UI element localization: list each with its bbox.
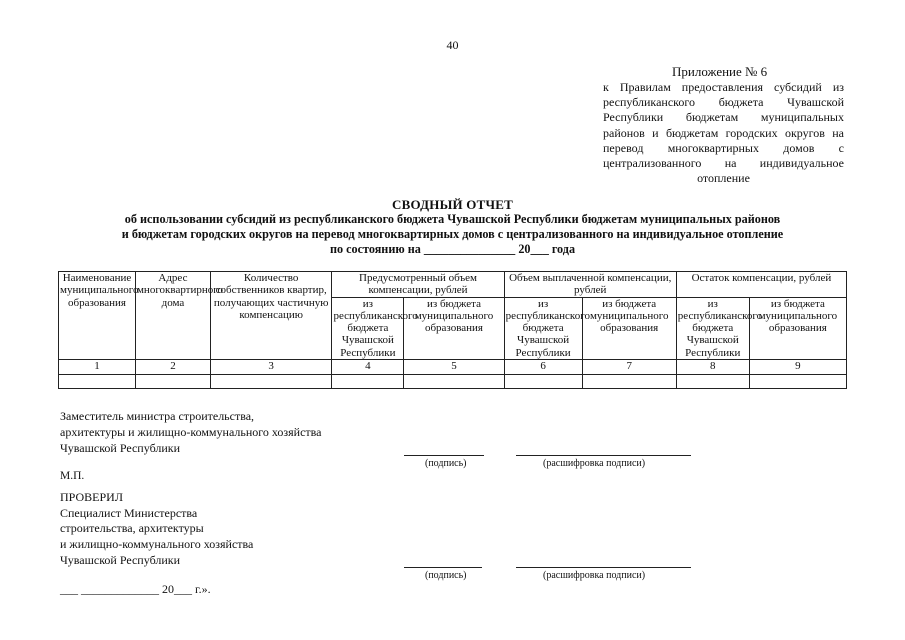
appendix-title: Приложение № 6 [672, 64, 768, 79]
table-cell [210, 375, 332, 389]
page-number: 40 [446, 38, 459, 52]
header-planned: Предусмотренный объем компенсации, рублей [332, 272, 504, 298]
signature-line [404, 567, 482, 568]
table-cell [135, 375, 210, 389]
header-remainder: Остаток компенсации, рублей [676, 272, 846, 298]
checked-heading: ПРОВЕРИЛ [60, 490, 123, 504]
column-number: 7 [582, 360, 676, 375]
decoding-line [516, 455, 691, 456]
column-number: 6 [504, 360, 582, 375]
report-subtitle-1: об использовании субсидий из республиканского бюджета Чувашской Республики бюджетам муниципальных районов [124, 212, 781, 226]
stamp-place: М.П. [60, 470, 85, 482]
deputy-minister-line-1: Заместитель министра строительства, [60, 409, 255, 423]
header-planned-municipal: из бюджета муниципального образования [404, 297, 504, 359]
table-cell [582, 375, 676, 389]
header-paid-republic: из республиканского бюджета Чувашской Республики [505, 297, 590, 359]
specialist-line-1: Специалист Министерства [60, 506, 198, 520]
header-address: Адрес многоквартирного дома [135, 272, 210, 360]
date-line: ___ _____________ 20___ г.». [60, 582, 211, 596]
report-subtitle-3: по состоянию на _______________ 20___ года [329, 242, 576, 256]
column-number: 3 [210, 360, 332, 375]
column-number: 8 [676, 360, 749, 375]
decoding-line [516, 567, 691, 568]
header-remainder-republic: из республиканского бюджета Чувашской Республики [677, 297, 763, 359]
signature-line [404, 455, 484, 456]
header-municipality: Наименование муниципального образования [59, 272, 136, 360]
specialist-line-4: Чувашской Республики [60, 553, 181, 567]
signature-caption: (подпись) [425, 570, 467, 581]
table-row [59, 375, 847, 389]
column-number: 2 [135, 360, 210, 375]
signature-caption: (подпись) [425, 458, 467, 469]
column-number: 5 [404, 360, 504, 375]
specialist-line-2: строительства, архитектуры [60, 521, 204, 535]
deputy-minister-line-2: архитектуры и жилищно-коммунального хозяйства [60, 425, 322, 439]
header-paid-municipal: из бюджета муниципального образования [582, 297, 676, 359]
column-number: 9 [749, 360, 846, 375]
deputy-minister-line-3: Чувашской Республики [60, 441, 181, 455]
header-planned-republic: из республиканского бюджета Чувашской Республики [333, 297, 418, 359]
column-number: 1 [59, 360, 136, 375]
header-owners-count: Количество собственников квартир, получающих частичную компенсацию [210, 272, 332, 360]
report-table [58, 271, 847, 389]
header-remainder-municipal: из бюджета муниципального образования [749, 297, 846, 359]
table-cell [504, 375, 582, 389]
table-cell [404, 375, 504, 389]
appendix-text: к Правилам предоставления субсидий из республиканского бюджета Чувашской Республики бюджетам муниципальных районов и бюджетам городских округов на перевод многоквартирных домов с централизованного на индивидуальное отопление [603, 80, 844, 186]
header-paid: Объем выплаченной компенсации, рублей [504, 272, 676, 298]
report-title: СВОДНЫЙ ОТЧЕТ [392, 197, 513, 212]
table-cell [332, 375, 404, 389]
specialist-line-3: и жилищно-коммунального хозяйства [60, 537, 254, 551]
report-subtitle-2: и бюджетам городских округов на перевод многоквартирных домов с централизованного на индивидуальное отопление [121, 227, 784, 241]
column-number: 4 [332, 360, 404, 375]
table-cell [676, 375, 749, 389]
decoding-caption: (расшифровка подписи) [543, 570, 646, 581]
decoding-caption: (расшифровка подписи) [543, 458, 646, 469]
table-cell [59, 375, 136, 389]
table-cell [749, 375, 846, 389]
